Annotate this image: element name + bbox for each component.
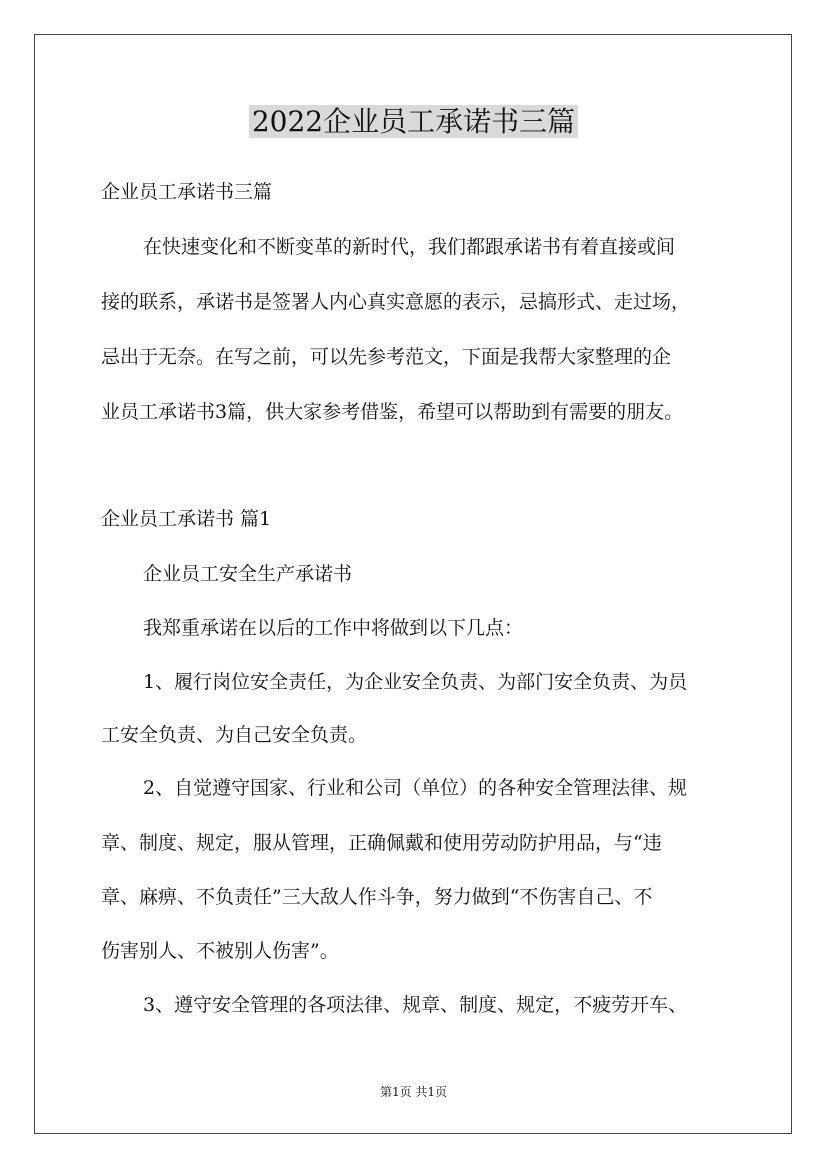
paragraph-line: 3、遵守安全管理的各项法律、规章、制度、规定，不疲劳开车、 bbox=[143, 994, 688, 1016]
paragraph-line: 业员工承诺书3篇，供大家参考借鉴，希望可以帮助到有需要的朋友。 bbox=[101, 401, 684, 423]
paragraph-line: 2、自觉遵守国家、行业和公司（单位）的各种安全管理法律、规 bbox=[143, 777, 688, 799]
section-heading: 企业员工承诺书 篇1 bbox=[101, 508, 272, 530]
paragraph-line: 章、麻痹、不负责任”三大敌人作斗争，努力做到“不伤害自己、不 bbox=[101, 886, 653, 908]
section-heading: 企业员工承诺书三篇 bbox=[101, 181, 273, 203]
paragraph-line: 企业员工安全生产承诺书 bbox=[143, 563, 353, 585]
paragraph-line: 1、履行岗位安全责任，为企业安全负责、为部门安全负责、为员 bbox=[143, 671, 688, 693]
document-title-text: 2022企业员工承诺书三篇 bbox=[249, 105, 578, 138]
paragraph-line: 我郑重承诺在以后的工作中将做到以下几点： bbox=[143, 617, 524, 639]
paragraph-line: 章、制度、规定，服从管理，正确佩戴和使用劳动防护用品，与“违 bbox=[101, 832, 662, 854]
paragraph-line: 工安全负责、为自己安全负责。 bbox=[101, 724, 368, 746]
paragraph-line: 伤害别人、不被别人伤害”。 bbox=[101, 940, 339, 962]
paragraph-line: 接的联系，承诺书是签署人内心真实意愿的表示，忌搞形式、走过场， bbox=[101, 291, 691, 313]
paragraph-line: 在快速变化和不断变革的新时代，我们都跟承诺书有着直接或间 bbox=[143, 236, 676, 258]
document-title bbox=[0, 100, 827, 144]
page-number-footer: 第1页 共1页 bbox=[379, 1085, 448, 1099]
paragraph-line: 忌出于无奈。在写之前，可以先参考范文，下面是我帮大家整理的企 bbox=[101, 346, 672, 368]
